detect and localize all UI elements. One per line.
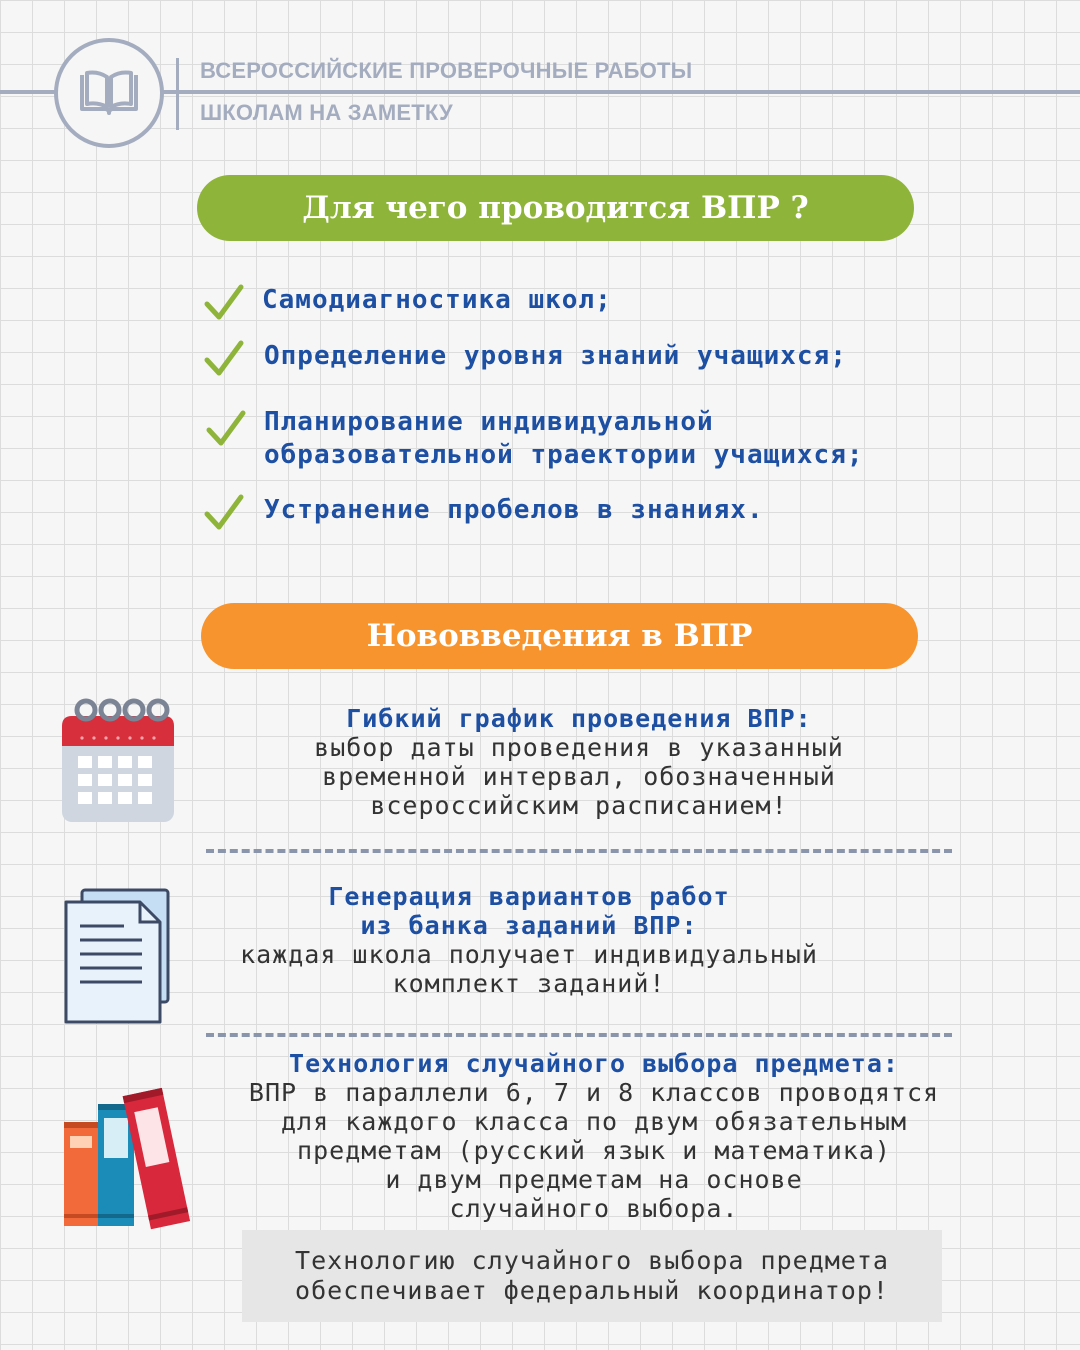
- innovation-title: Технология случайного выбора предмета:: [289, 1049, 899, 1078]
- innovation-body: каждая школа получает индивидуальный комплект заданий!: [240, 940, 818, 998]
- purpose-item-text: Планирование индивидуальной образовательной траектории учащихся;: [264, 407, 864, 470]
- list-item: [204, 284, 612, 322]
- purpose-item-text: Определение уровня знаний учащихся;: [264, 341, 847, 371]
- innovation-block-variants: [156, 882, 902, 998]
- dashed-divider: [206, 849, 952, 853]
- books-icon: [60, 1074, 192, 1230]
- checkmark-icon: [206, 410, 246, 448]
- list-item: [204, 340, 847, 378]
- innovations-heading: Нововведения в ВПР: [201, 603, 918, 669]
- note-text: Технологию случайного выбора предмета обеспечивает федеральный координатор!: [295, 1246, 889, 1305]
- note-box: [242, 1230, 942, 1322]
- list-item: [204, 494, 764, 532]
- header-title: ВСЕРОССИЙСКИЕ ПРОВЕРОЧНЫЕ РАБОТЫ: [200, 58, 693, 83]
- innovation-block-random-choice: [218, 1049, 970, 1223]
- innovation-title: Гибкий график проведения ВПР:: [346, 704, 812, 733]
- open-book-icon: [78, 69, 140, 117]
- innovation-body: ВПР в параллели 6, 7 и 8 классов проводятся для каждого класса по двум обязательным предметам (русский язык и математика) и двум предметам на основе случайного выбора.: [248, 1078, 940, 1223]
- purpose-item-text: Устранение пробелов в знаниях.: [264, 495, 764, 525]
- purpose-heading: Для чего проводится ВПР ?: [197, 175, 914, 241]
- header-divider: [176, 58, 179, 130]
- header-subtitle: ШКОЛАМ НА ЗАМЕТКУ: [200, 100, 453, 125]
- innovation-title: Генерация вариантов работ из банка заданий ВПР:: [328, 882, 730, 940]
- innovation-block-schedule: [206, 704, 952, 820]
- calendar-icon: [58, 694, 178, 826]
- checkmark-icon: [204, 340, 244, 378]
- list-item: [206, 406, 864, 472]
- purpose-item-text: Самодиагностика школ;: [262, 285, 612, 315]
- innovation-body: выбор даты проведения в указанный временной интервал, обозначенный всероссийским расписанием!: [314, 733, 844, 820]
- header-logo: [54, 38, 164, 148]
- checkmark-icon: [204, 284, 244, 322]
- dashed-divider: [206, 1033, 952, 1037]
- checkmark-icon: [204, 494, 244, 532]
